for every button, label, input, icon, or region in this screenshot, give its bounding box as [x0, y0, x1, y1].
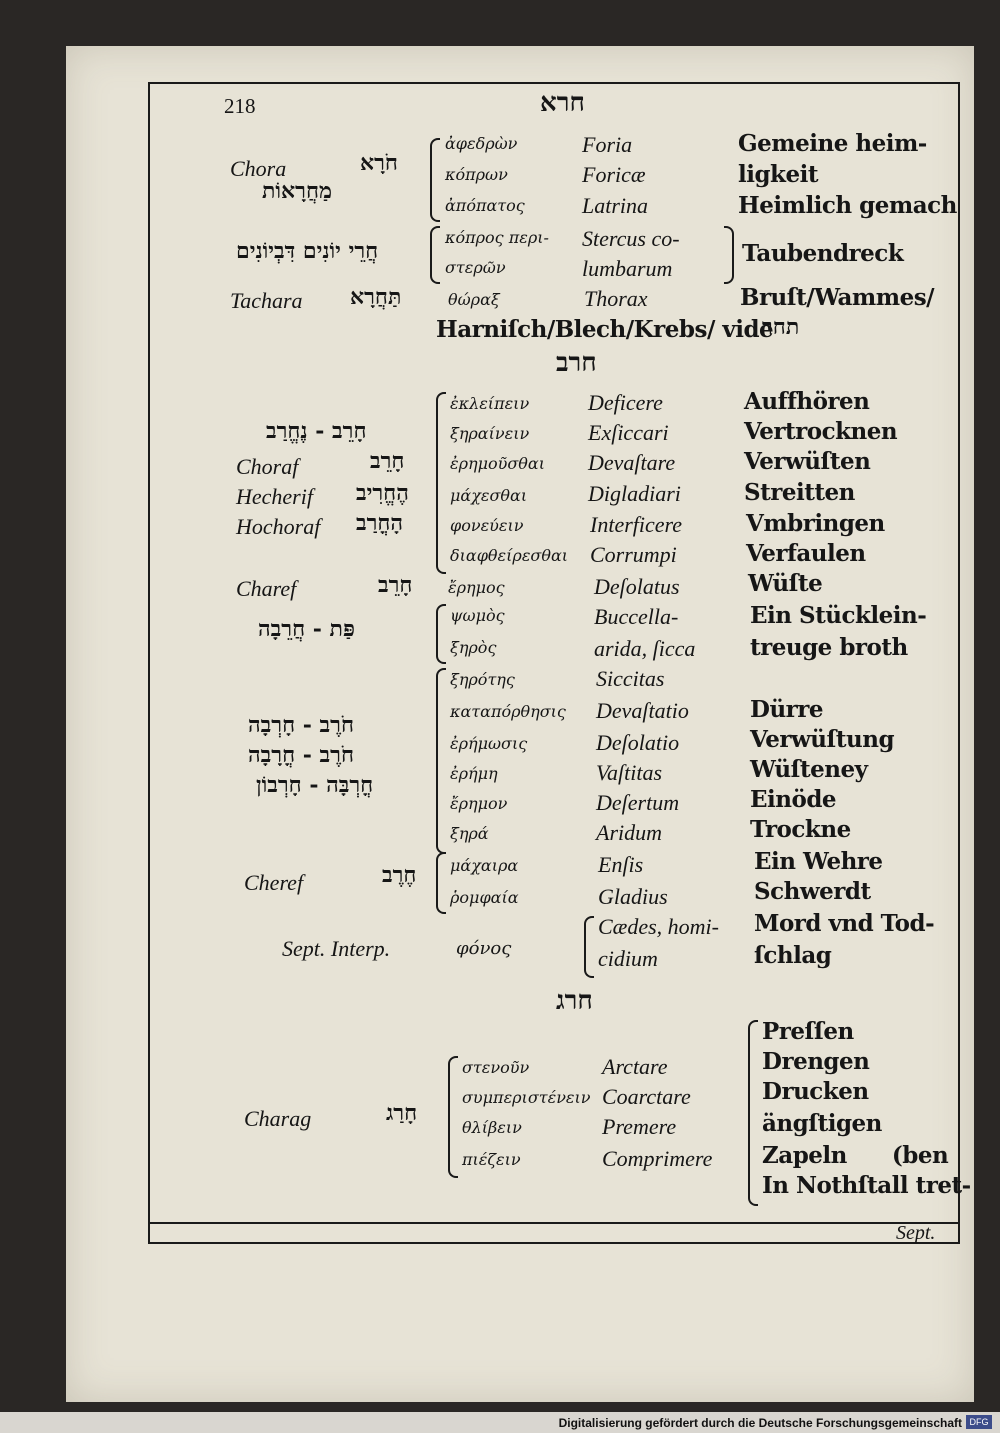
- greek-word: ξηρά: [450, 824, 489, 843]
- greek-word: συμπεριστένειν: [462, 1088, 591, 1107]
- translit: Hecherif: [236, 484, 313, 509]
- latin-word: Cædes, homi-: [598, 914, 719, 939]
- translit: Charef: [236, 576, 297, 601]
- greek-word: διαφθείρεσθαι: [450, 546, 569, 565]
- greek-word: κόπρων: [445, 165, 508, 184]
- german-word: Ein Wehre: [754, 848, 883, 875]
- hebrew-word: חֶרֶב: [382, 862, 417, 888]
- hebrew-word: חָרֵב: [378, 572, 413, 598]
- greek-word: στενοῦν: [462, 1058, 530, 1077]
- greek-word: ἐκλείπειν: [450, 394, 530, 413]
- running-header: חרא: [540, 88, 585, 118]
- german-word: Mord vnd Tod-: [754, 910, 935, 937]
- latin-word: Buccella-: [594, 604, 679, 629]
- german-word: Streitten: [744, 479, 855, 506]
- latin-word: Comprimere: [602, 1146, 713, 1171]
- german-word: Heimlich gemach: [738, 192, 957, 219]
- greek-word: ἀφεδρὼν: [445, 134, 518, 153]
- german-word: Einöde: [750, 786, 837, 813]
- greek-word: στερῶν: [445, 258, 506, 277]
- hebrew-word: חֳרְבָּה - חָרְבוֹן: [256, 772, 374, 798]
- latin-word: lumbarum: [582, 256, 673, 281]
- latin-word: Devaſtatio: [596, 698, 689, 723]
- latin-word: Foricæ: [582, 162, 646, 187]
- latin-word: Deſertum: [596, 790, 680, 815]
- translit: Sept. Interp.: [282, 936, 391, 961]
- german-word: Vmbringen: [746, 510, 885, 537]
- german-word: ängſtigen: [762, 1110, 882, 1137]
- hebrew-word: חָרַג: [386, 1100, 418, 1126]
- hebrew-word: הָחֳרַב: [356, 510, 404, 536]
- crossref-hebrew: תחר: [762, 314, 800, 340]
- german-word: Schwerdt: [754, 878, 871, 905]
- latin-word: Digladiari: [588, 481, 681, 506]
- german-word: In Nothſtall tret-: [762, 1172, 971, 1199]
- german-word: Vertrocknen: [744, 418, 898, 445]
- latin-word: Devaſtare: [588, 450, 676, 475]
- hebrew-word: חֹרֶב - חָרְבָה: [248, 712, 354, 738]
- section-heading: חרג: [556, 986, 593, 1016]
- latin-word: Stercus co-: [582, 226, 680, 251]
- latin-word: cidium: [598, 946, 658, 971]
- greek-word: μάχαιρα: [450, 856, 519, 875]
- brace: [436, 604, 446, 664]
- hebrew-word: הֶחֱרִיב: [356, 480, 409, 506]
- latin-word: Corrumpi: [590, 542, 677, 567]
- greek-word: φόνος: [456, 938, 512, 959]
- german-word: Gemeine heim-: [738, 130, 927, 157]
- german-word: Verwüſtung: [750, 726, 895, 753]
- greek-word: ξηρότης: [450, 670, 515, 689]
- credit-text: Digitalisierung gefördert durch die Deutsche Forschungsgemeinschaft: [558, 1416, 962, 1430]
- greek-word: ἔρημος: [448, 578, 505, 597]
- translit: Hochoraf: [236, 514, 321, 539]
- latin-word: Aridum: [596, 820, 662, 845]
- german-word: Preſſen: [762, 1018, 854, 1045]
- german-word: Verfaulen: [746, 540, 866, 567]
- greek-word: ξηραίνειν: [450, 424, 530, 443]
- translit: Chora: [230, 156, 287, 181]
- latin-word: Premere: [602, 1114, 677, 1139]
- latin-word: Gladius: [598, 884, 668, 909]
- german-word: Zapeln (ben: [762, 1142, 949, 1169]
- brace: [430, 226, 440, 284]
- digitization-footer: [0, 1412, 1000, 1433]
- greek-word: ῥομφαία: [450, 888, 519, 907]
- brace: [448, 1056, 458, 1178]
- latin-word: arida, ſicca: [594, 636, 696, 661]
- latin-word: Foria: [582, 132, 633, 157]
- german-word: Wüſte: [748, 570, 823, 597]
- hebrew-word: מַחֲרָאוֹת: [262, 178, 333, 204]
- brace: [584, 916, 594, 978]
- german-word: Bruſt/Wammes/: [740, 284, 935, 311]
- greek-word: κόπρος περι-: [445, 228, 549, 247]
- german-word: treuge broth: [750, 634, 908, 661]
- dfg-logo: DFG: [966, 1415, 992, 1429]
- german-word: Ein Stücklein-: [750, 602, 927, 629]
- brace: [724, 226, 734, 284]
- page-number: 218: [224, 94, 256, 118]
- greek-word: θώραξ: [448, 290, 500, 309]
- greek-word: ἐρήμη: [450, 764, 498, 783]
- latin-word: Siccitas: [596, 666, 665, 691]
- latin-word: Enſis: [598, 852, 644, 877]
- brace: [430, 138, 440, 222]
- section-heading: חרב: [556, 348, 597, 378]
- brace: [436, 852, 446, 914]
- translit: Tachara: [230, 288, 303, 313]
- brace: [748, 1020, 758, 1206]
- greek-word: ἐρήμωσις: [450, 734, 528, 753]
- german-word: Harniſch/Blech/Krebs/ vide: [436, 316, 774, 343]
- hebrew-word: חֹרֶב - חֳרָבָה: [248, 742, 354, 768]
- german-word: Trockne: [750, 816, 851, 843]
- latin-word: Deficere: [588, 390, 663, 415]
- german-word: Auffhören: [744, 388, 870, 415]
- german-word: ſchlag: [754, 942, 832, 969]
- greek-word: θλίβειν: [462, 1118, 522, 1137]
- greek-word: ἀπόπατος: [445, 196, 525, 215]
- greek-word: ξηρὸς: [450, 638, 497, 657]
- german-word: Verwüſten: [744, 448, 871, 475]
- hebrew-word: חֲרֵי יוֹנִים דִּבְיוֹנִים: [236, 238, 379, 264]
- latin-word: Vaſtitas: [596, 760, 663, 785]
- brace: [436, 392, 446, 574]
- hebrew-word: פַּת - חֲרֵבָה: [258, 616, 355, 642]
- latin-word: Deſolatio: [596, 730, 680, 755]
- brace: [436, 668, 446, 854]
- greek-word: ἔρημον: [450, 794, 508, 813]
- latin-word: Deſolatus: [594, 574, 680, 599]
- german-word: Taubendreck: [742, 240, 904, 267]
- german-word: Wüſteney: [750, 756, 868, 783]
- translit: Cheref: [244, 870, 304, 895]
- hebrew-word: חָרֵב: [370, 448, 405, 474]
- greek-word: πιέζειν: [462, 1150, 521, 1169]
- translit: Charag: [244, 1106, 312, 1131]
- hebrew-word: תַּחֲרָא: [350, 284, 402, 310]
- hebrew-word: חָרֵב - נֶחֱרַב: [266, 418, 367, 444]
- latin-word: Thorax: [584, 286, 648, 311]
- latin-word: Interficere: [590, 512, 683, 537]
- german-word: Dürre: [750, 696, 824, 723]
- latin-word: Arctare: [602, 1054, 668, 1079]
- greek-word: φονεύειν: [450, 516, 524, 535]
- greek-word: καταπόρθησις: [450, 702, 566, 721]
- german-word: Drucken: [762, 1078, 869, 1105]
- hebrew-word: חֹרָא: [360, 150, 398, 176]
- german-word: ligkeit: [738, 161, 818, 188]
- latin-word: Coarctare: [602, 1084, 691, 1109]
- german-word: Drengen: [762, 1048, 870, 1075]
- bottom-rule: [148, 1222, 958, 1224]
- translit: Choraf: [236, 454, 299, 479]
- catchword: Sept.: [896, 1222, 936, 1244]
- greek-word: ψωμὸς: [450, 606, 505, 625]
- latin-word: Exſiccari: [588, 420, 669, 445]
- greek-word: ἐρημοῦσθαι: [450, 454, 545, 473]
- greek-word: μάχεσθαι: [450, 486, 528, 505]
- latin-word: Latrina: [582, 193, 649, 218]
